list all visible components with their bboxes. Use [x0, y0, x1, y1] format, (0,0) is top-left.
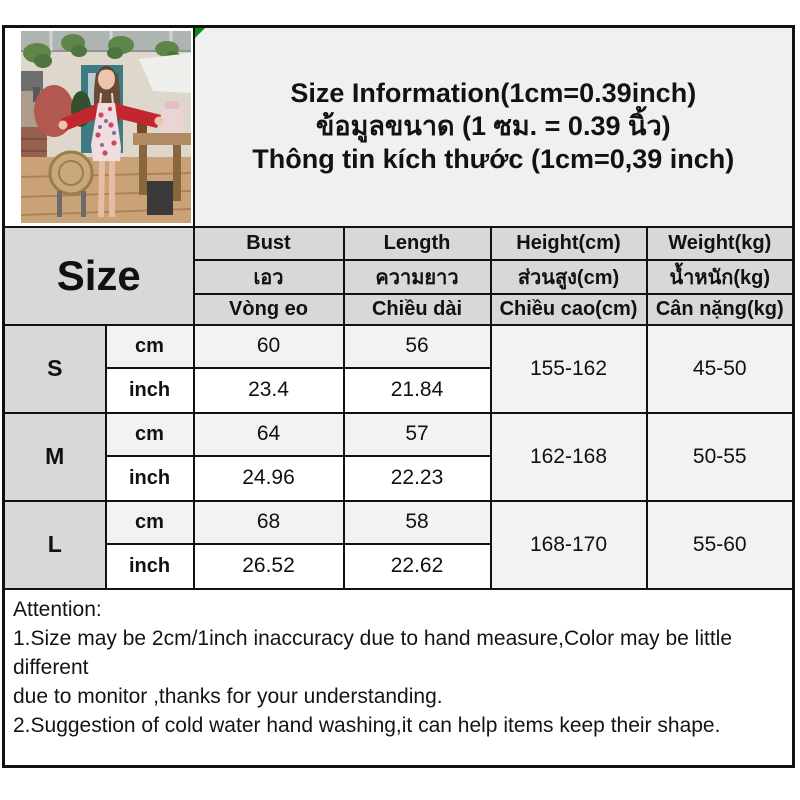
s-length-cm: 56: [344, 325, 491, 368]
title-thai: ข้อมูลขนาด (1 ซม. = 0.39 นิ้ว): [315, 111, 671, 142]
unit-label-inch: inch: [106, 544, 194, 589]
col-header-weight-en: Weight(kg): [647, 227, 794, 260]
attention-notes: [4, 589, 794, 767]
col-header-length-vi: Chiều dài: [344, 294, 491, 325]
green-corner-marker-icon: [195, 28, 205, 38]
attention-line-2: due to monitor ,thanks for your understanding.: [13, 684, 443, 708]
product-photo-cell: [4, 27, 194, 227]
l-bust-inch: 26.52: [194, 544, 344, 589]
col-header-length-th: ความยาว: [344, 260, 491, 294]
size-info-title-cell: [194, 27, 794, 227]
l-bust-cm: 68: [194, 501, 344, 544]
unit-label-inch: inch: [106, 456, 194, 501]
size-label-m: M: [4, 413, 106, 501]
title-english: Size Information(1cm=0.39inch): [290, 78, 697, 109]
m-bust-inch: 24.96: [194, 456, 344, 501]
title-vietnamese: Thông tin kích thước (1cm=0,39 inch): [252, 144, 735, 175]
s-height-range: 155-162: [491, 325, 647, 413]
table-row: [4, 501, 794, 544]
unit-label-inch: inch: [106, 368, 194, 413]
attention-heading: Attention:: [13, 597, 102, 621]
unit-label-cm: cm: [106, 413, 194, 456]
s-weight-range: 45-50: [647, 325, 794, 413]
size-corner-label: Size: [4, 227, 194, 325]
m-length-cm: 57: [344, 413, 491, 456]
table-row: [4, 413, 794, 456]
col-header-bust-vi: Vòng eo: [194, 294, 344, 325]
size-sheet-table: [2, 25, 795, 768]
m-bust-cm: 64: [194, 413, 344, 456]
l-length-inch: 22.62: [344, 544, 491, 589]
col-header-height-th: ส่วนสูง(cm): [491, 260, 647, 294]
s-bust-cm: 60: [194, 325, 344, 368]
col-header-height-en: Height(cm): [491, 227, 647, 260]
m-length-inch: 22.23: [344, 456, 491, 501]
m-weight-range: 50-55: [647, 413, 794, 501]
m-height-range: 162-168: [491, 413, 647, 501]
col-header-weight-th: น้ำหนัก(kg): [647, 260, 794, 294]
col-header-weight-vi: Cân nặng(kg): [647, 294, 794, 325]
attention-line-3: 2.Suggestion of cold water hand washing,it can help items keep their shape.: [13, 713, 721, 737]
product-photo: [21, 31, 191, 223]
table-row: [4, 325, 794, 368]
l-weight-range: 55-60: [647, 501, 794, 589]
col-header-height-vi: Chiều cao(cm): [491, 294, 647, 325]
l-height-range: 168-170: [491, 501, 647, 589]
unit-label-cm: cm: [106, 501, 194, 544]
s-bust-inch: 23.4: [194, 368, 344, 413]
attention-line-1: 1.Size may be 2cm/1inch inaccuracy due to hand measure,Color may be little different: [13, 626, 733, 679]
col-header-length-en: Length: [344, 227, 491, 260]
l-length-cm: 58: [344, 501, 491, 544]
size-label-l: L: [4, 501, 106, 589]
col-header-bust-th: เอว: [194, 260, 344, 294]
size-label-s: S: [4, 325, 106, 413]
unit-label-cm: cm: [106, 325, 194, 368]
col-header-bust-en: Bust: [194, 227, 344, 260]
s-length-inch: 21.84: [344, 368, 491, 413]
